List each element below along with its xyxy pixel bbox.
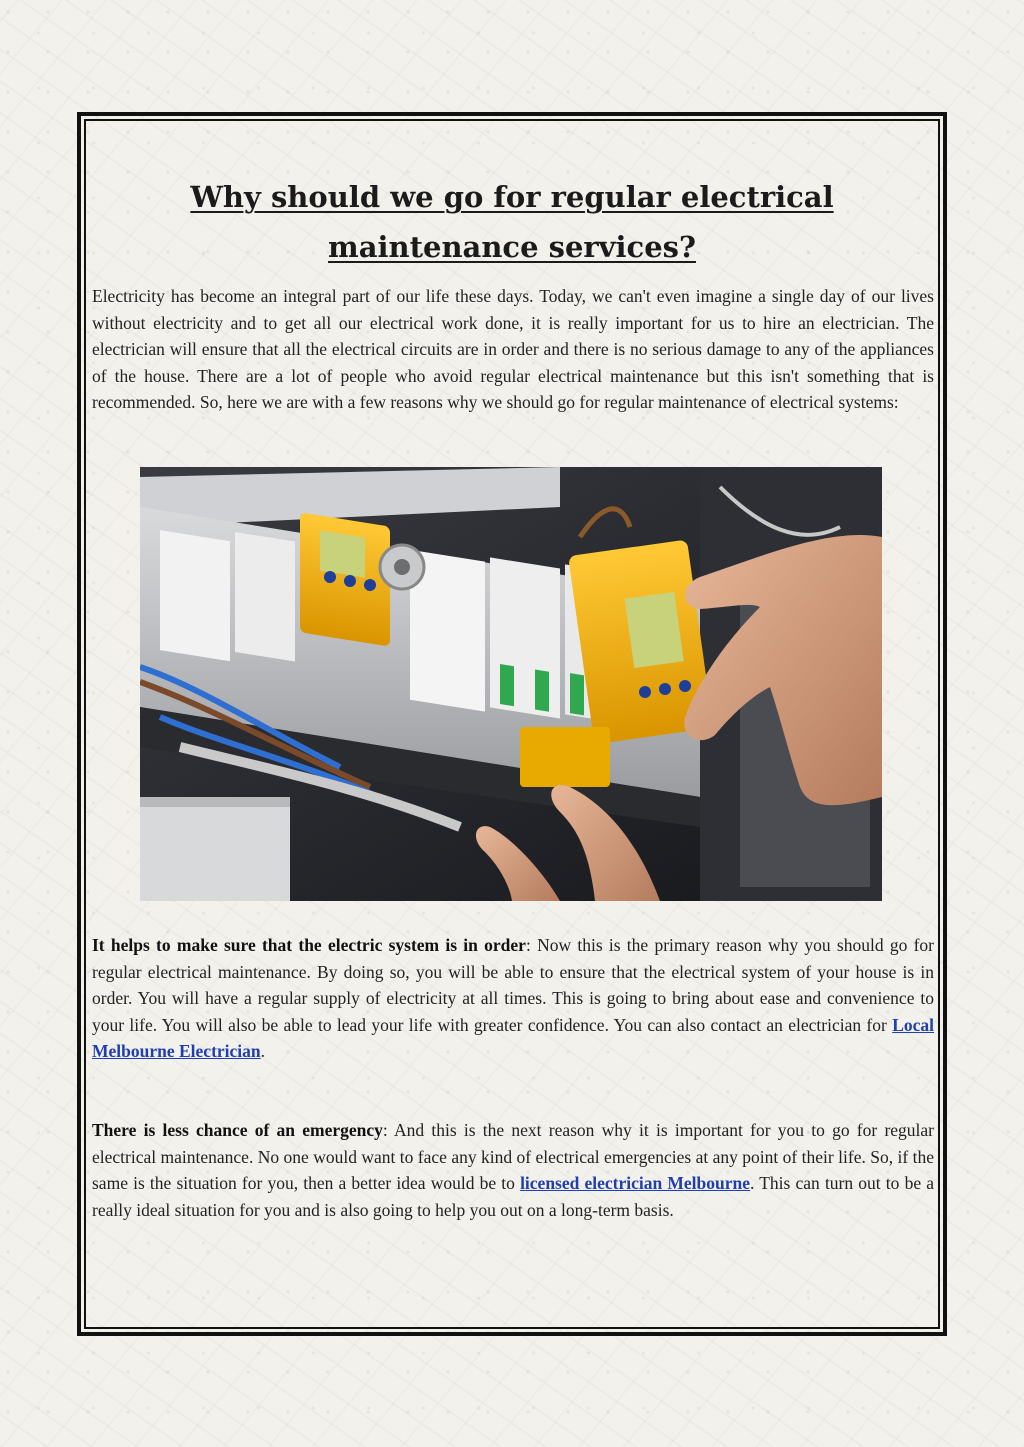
intro-paragraph: Electricity has become an integral part of our life these days. Today, we can't even imagine a single day of our lives without electricity and to get all our electrical work done, it is really important for us to hire an electrician. The electrician will ensure that all the electrical circuits are in order and there is no serious damage to any of the appliances of the house. There are a lot of people who avoid regular electrical maintenance but this isn't something that is recommended. So, here we are with a few reasons why we should go for regular maintenance of electrical systems: [92,286,934,412]
section-body: : And this is the next reason why it is important for you to go for regular electrical maintenance. No one would want to face any kind of electrical emergencies at any point of their life. So, if the same is the situation for you, then a better idea would be to [92,1120,934,1193]
page-title: Why should we go for regular electrical maintenance services? [190,180,834,264]
page-frame [77,112,947,1336]
licensed-electrician-melbourne-link[interactable]: licensed electrician Melbourne [520,1173,751,1193]
section-tail: . [260,1041,266,1061]
section-body: : Now this is the primary reason why you should go for regular electrical maintenance. By doing so, you will be able to ensure that the electrical system of your house is in order. You will have a regular supply of electricity at all times. This is going to bring about ease and convenience to your life. You will also be able to lead your life with greater confidence. You can also contact an electrician for [92,935,934,1035]
section-heading: There is less chance of an emergency [92,1120,383,1140]
section-less-emergency [92,1117,934,1223]
electrician-hands-breaker-panel-photo-icon [140,467,882,901]
electrician-photo [140,467,882,901]
section-heading: It helps to make sure that the electric system is in order [92,935,526,955]
local-melbourne-electrician-link[interactable]: Local Melbourne Electrician [92,1014,934,1061]
section-tail: . This can turn out to be a really ideal situation for you and is also going to help you out on a long-term basis. [92,1173,934,1220]
section-system-order [92,932,934,1065]
